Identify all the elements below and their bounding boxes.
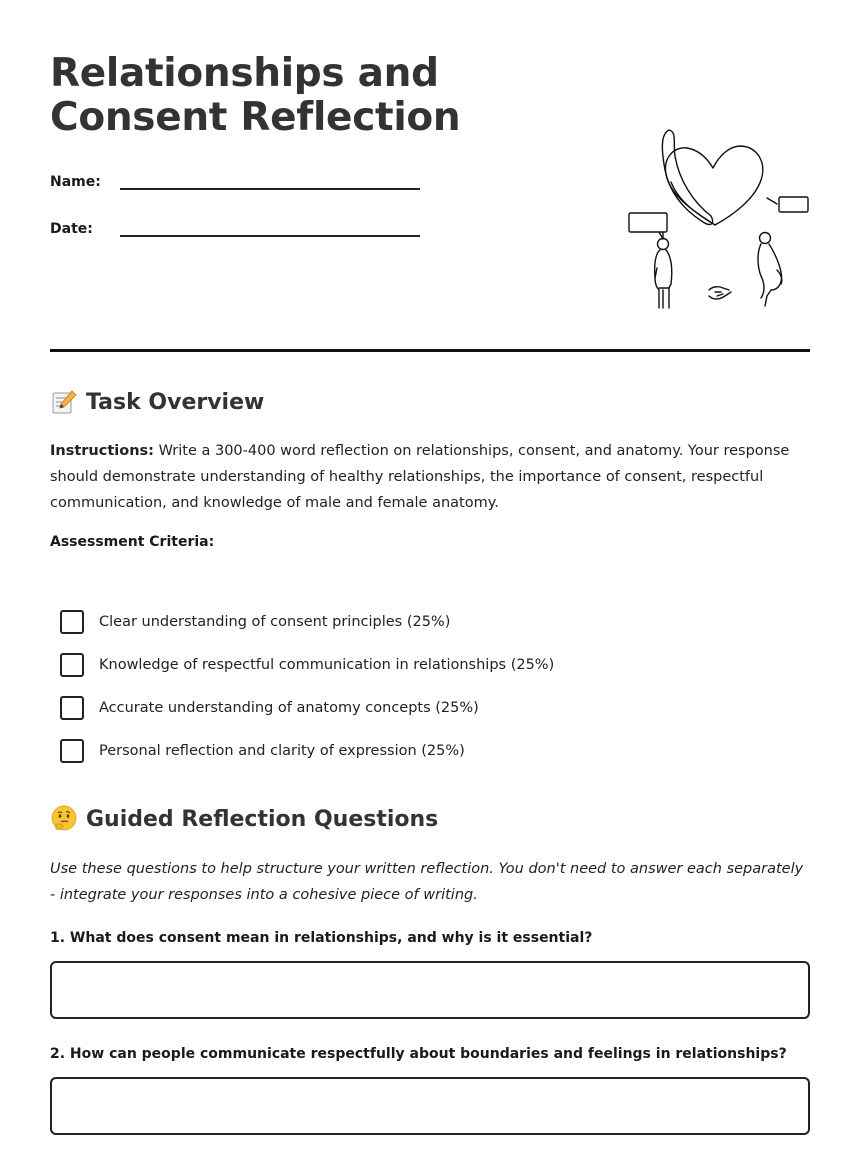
- question-2-answer-box[interactable]: [50, 1077, 810, 1135]
- thinking-face-icon: [50, 805, 78, 833]
- criteria-checkbox[interactable]: [60, 653, 84, 677]
- criteria-item: [60, 729, 554, 772]
- criteria-item: [60, 643, 554, 686]
- speech-bubble-left-icon: [629, 213, 667, 232]
- guided-intro-text: Use these questions to help structure your written reflection. You don't need to answer each separately - integrate your responses into a cohesive piece of writing.: [50, 861, 804, 903]
- heart-icon: [665, 146, 762, 225]
- criteria-text: Knowledge of respectful communication in relationships (25%): [99, 656, 555, 673]
- page-title: Relationships and Consent Reflection: [50, 51, 461, 140]
- criteria-checkbox[interactable]: [60, 696, 84, 720]
- criteria-text: Clear understanding of consent principles (25%): [99, 613, 451, 630]
- criteria-text: Accurate understanding of anatomy concepts (25%): [99, 699, 479, 716]
- date-field-row: [50, 215, 420, 237]
- assessment-criteria-label: Assessment Criteria:: [50, 534, 215, 550]
- task-overview-title: Task Overview: [86, 389, 265, 415]
- name-label: Name:: [50, 174, 101, 190]
- handshake-icon: [709, 287, 731, 299]
- task-overview-heading: [50, 388, 264, 416]
- criteria-checkbox[interactable]: [60, 739, 84, 763]
- relationship-illustration: [575, 120, 815, 315]
- question-1-answer-box[interactable]: [50, 961, 810, 1019]
- person-right-icon: [758, 233, 782, 307]
- date-input-line[interactable]: [120, 215, 420, 237]
- question-1-label: 1. What does consent mean in relationships, and why is it essential?: [50, 930, 593, 946]
- memo-icon: [50, 388, 78, 416]
- speech-bubble-right-icon: [779, 197, 808, 212]
- criteria-text: Personal reflection and clarity of expression (25%): [99, 742, 465, 759]
- ribbon-shape: [662, 130, 712, 224]
- instructions-paragraph: [50, 438, 810, 516]
- criteria-item: [60, 686, 554, 729]
- date-label: Date:: [50, 221, 93, 237]
- criteria-checkbox[interactable]: [60, 610, 84, 634]
- instructions-label: Instructions:: [50, 443, 154, 459]
- criteria-item: [60, 600, 554, 643]
- instructions-text: Write a 300-400 word reflection on relationships, consent, and anatomy. Your response should demonstrate understanding of healthy relationships, the importance of consent, respectful communication, and knowledge of male and female anatomy.: [50, 443, 790, 511]
- header-divider: [50, 349, 810, 352]
- person-left-icon: [655, 239, 672, 309]
- guided-reflection-heading: [50, 805, 438, 833]
- question-2-label: 2. How can people communicate respectfully about boundaries and feelings in relationships?: [50, 1046, 787, 1062]
- name-field-row: [50, 168, 420, 190]
- guided-reflection-title: Guided Reflection Questions: [86, 806, 439, 832]
- criteria-list: [60, 600, 554, 772]
- name-input-line[interactable]: [120, 168, 420, 190]
